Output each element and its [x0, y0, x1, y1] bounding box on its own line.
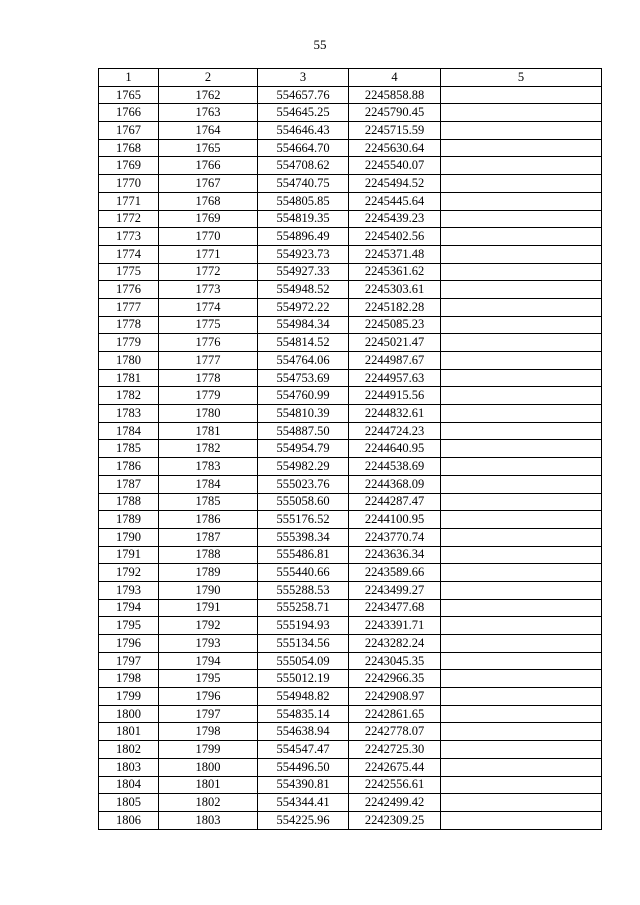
table-cell — [441, 228, 602, 246]
table-row — [99, 281, 602, 299]
table-cell: 554496.50 — [258, 758, 349, 776]
table-row — [99, 387, 602, 405]
table-cell — [441, 387, 602, 405]
table-cell — [441, 139, 602, 157]
table-cell: 1773 — [159, 281, 258, 299]
table-cell: 1779 — [159, 387, 258, 405]
table-row — [99, 511, 602, 529]
table-cell — [441, 776, 602, 794]
table-cell: 1802 — [99, 741, 159, 759]
table-cell: 1779 — [99, 334, 159, 352]
table-cell: 555058.60 — [258, 493, 349, 511]
table-cell: 1775 — [99, 263, 159, 281]
table-cell: 2245858.88 — [349, 86, 441, 104]
table-cell: 1768 — [159, 192, 258, 210]
table-row — [99, 228, 602, 246]
table-cell: 1791 — [159, 599, 258, 617]
table-cell: 2245715.59 — [349, 122, 441, 140]
table-cell: 1780 — [159, 405, 258, 423]
table-cell: 2244987.67 — [349, 352, 441, 370]
column-header: 3 — [258, 69, 349, 87]
table-cell: 1798 — [99, 670, 159, 688]
table-cell: 2244538.69 — [349, 458, 441, 476]
table-cell: 2245371.48 — [349, 245, 441, 263]
table-cell: 2245361.62 — [349, 263, 441, 281]
table-cell: 554982.29 — [258, 458, 349, 476]
table-row — [99, 263, 602, 281]
table-cell — [441, 352, 602, 370]
table-cell: 1803 — [99, 758, 159, 776]
table-cell: 554708.62 — [258, 157, 349, 175]
table-cell: 554664.70 — [258, 139, 349, 157]
table-cell — [441, 705, 602, 723]
table-cell: 1767 — [99, 122, 159, 140]
table-cell — [441, 458, 602, 476]
table-cell — [441, 369, 602, 387]
table-cell: 2243045.35 — [349, 652, 441, 670]
table-cell: 2242908.97 — [349, 688, 441, 706]
column-header: 1 — [99, 69, 159, 87]
table-cell: 554927.33 — [258, 263, 349, 281]
table-cell: 555440.66 — [258, 564, 349, 582]
table-cell — [441, 86, 602, 104]
table-row — [99, 811, 602, 829]
table-cell: 2244957.63 — [349, 369, 441, 387]
table-row — [99, 564, 602, 582]
table-cell: 2242778.07 — [349, 723, 441, 741]
table-cell: 554753.69 — [258, 369, 349, 387]
table-cell: 1778 — [99, 316, 159, 334]
table-cell: 554390.81 — [258, 776, 349, 794]
table-cell — [441, 511, 602, 529]
table-cell — [441, 405, 602, 423]
table-cell: 1792 — [159, 617, 258, 635]
table-cell: 1799 — [159, 741, 258, 759]
table-cell: 1777 — [99, 298, 159, 316]
table-cell: 1795 — [159, 670, 258, 688]
table-cell: 554740.75 — [258, 175, 349, 193]
table-cell: 2245494.52 — [349, 175, 441, 193]
table-cell: 2242675.44 — [349, 758, 441, 776]
table-cell: 555176.52 — [258, 511, 349, 529]
table-cell: 1805 — [99, 794, 159, 812]
table-cell: 1767 — [159, 175, 258, 193]
table-cell: 2242309.25 — [349, 811, 441, 829]
table-row — [99, 528, 602, 546]
table-cell: 1797 — [159, 705, 258, 723]
table-row — [99, 493, 602, 511]
table-row — [99, 104, 602, 122]
table-row — [99, 776, 602, 794]
table-cell: 1789 — [159, 564, 258, 582]
table-cell: 1769 — [159, 210, 258, 228]
table-cell: 2243391.71 — [349, 617, 441, 635]
table-body — [99, 86, 602, 829]
table-cell: 1803 — [159, 811, 258, 829]
table-row — [99, 422, 602, 440]
table-cell — [441, 635, 602, 653]
table-cell: 2244832.61 — [349, 405, 441, 423]
table-cell — [441, 670, 602, 688]
table-cell: 554887.50 — [258, 422, 349, 440]
table-cell: 554896.49 — [258, 228, 349, 246]
table-cell: 1798 — [159, 723, 258, 741]
table-cell: 555398.34 — [258, 528, 349, 546]
table-cell: 1796 — [99, 635, 159, 653]
table-cell: 1797 — [99, 652, 159, 670]
table-cell: 554646.43 — [258, 122, 349, 140]
table-cell: 554810.39 — [258, 405, 349, 423]
table-cell — [441, 263, 602, 281]
table-row — [99, 334, 602, 352]
table-cell: 2244368.09 — [349, 475, 441, 493]
table-cell: 555134.56 — [258, 635, 349, 653]
table-cell: 1770 — [159, 228, 258, 246]
table-row — [99, 688, 602, 706]
table-cell: 554984.34 — [258, 316, 349, 334]
table-row — [99, 352, 602, 370]
table-row — [99, 440, 602, 458]
table-cell: 1785 — [99, 440, 159, 458]
table-cell: 2244287.47 — [349, 493, 441, 511]
table-cell: 1793 — [99, 581, 159, 599]
table-cell: 1769 — [99, 157, 159, 175]
table-cell — [441, 316, 602, 334]
table-cell: 2242499.42 — [349, 794, 441, 812]
table-cell — [441, 617, 602, 635]
table-cell: 554225.96 — [258, 811, 349, 829]
table-cell: 554805.85 — [258, 192, 349, 210]
table-cell: 2245182.28 — [349, 298, 441, 316]
table-cell — [441, 298, 602, 316]
table-row — [99, 599, 602, 617]
table-cell: 1790 — [159, 581, 258, 599]
table-cell: 2242966.35 — [349, 670, 441, 688]
table-row — [99, 298, 602, 316]
table-cell: 1783 — [159, 458, 258, 476]
table-cell: 1772 — [99, 210, 159, 228]
table-cell — [441, 104, 602, 122]
table-cell — [441, 652, 602, 670]
table-cell: 1763 — [159, 104, 258, 122]
table-cell: 2244100.95 — [349, 511, 441, 529]
table-row — [99, 175, 602, 193]
table-row — [99, 652, 602, 670]
table-cell — [441, 493, 602, 511]
table-cell: 554835.14 — [258, 705, 349, 723]
table-cell: 2243477.68 — [349, 599, 441, 617]
table-row — [99, 546, 602, 564]
table-cell: 1781 — [159, 422, 258, 440]
table-cell: 555023.76 — [258, 475, 349, 493]
table-cell: 1800 — [159, 758, 258, 776]
table-cell: 554645.25 — [258, 104, 349, 122]
table-cell: 1786 — [99, 458, 159, 476]
table-header — [99, 69, 602, 87]
table-cell: 2244724.23 — [349, 422, 441, 440]
table-cell: 555012.19 — [258, 670, 349, 688]
table-cell: 554948.52 — [258, 281, 349, 299]
table-cell: 1783 — [99, 405, 159, 423]
table-cell — [441, 599, 602, 617]
table-cell: 1781 — [99, 369, 159, 387]
table-row — [99, 758, 602, 776]
table-cell — [441, 564, 602, 582]
table-cell: 2244640.95 — [349, 440, 441, 458]
table-row — [99, 475, 602, 493]
table-cell: 2243589.66 — [349, 564, 441, 582]
table-row — [99, 316, 602, 334]
table-cell: 1787 — [99, 475, 159, 493]
table-cell: 1784 — [159, 475, 258, 493]
table-cell: 1782 — [159, 440, 258, 458]
table-row — [99, 794, 602, 812]
table-cell — [441, 245, 602, 263]
table-cell: 1800 — [99, 705, 159, 723]
table-cell: 554923.73 — [258, 245, 349, 263]
table-cell — [441, 281, 602, 299]
column-header: 2 — [159, 69, 258, 87]
table-cell: 1766 — [99, 104, 159, 122]
table-row — [99, 86, 602, 104]
table-cell: 554972.22 — [258, 298, 349, 316]
table-cell: 2243499.27 — [349, 581, 441, 599]
table-cell — [441, 192, 602, 210]
table-cell: 554819.35 — [258, 210, 349, 228]
table-cell: 1772 — [159, 263, 258, 281]
table-cell: 1768 — [99, 139, 159, 157]
table-cell: 1793 — [159, 635, 258, 653]
table-cell — [441, 546, 602, 564]
table-cell: 1784 — [99, 422, 159, 440]
table-cell — [441, 794, 602, 812]
table-cell: 555194.93 — [258, 617, 349, 635]
table-cell: 1789 — [99, 511, 159, 529]
table-cell — [441, 528, 602, 546]
table-cell: 554657.76 — [258, 86, 349, 104]
table-cell — [441, 688, 602, 706]
table-row — [99, 723, 602, 741]
table-cell: 1792 — [99, 564, 159, 582]
table-cell: 1801 — [159, 776, 258, 794]
table-cell: 1774 — [159, 298, 258, 316]
table-row — [99, 157, 602, 175]
table-cell: 1804 — [99, 776, 159, 794]
table-cell — [441, 581, 602, 599]
table-cell: 2245021.47 — [349, 334, 441, 352]
table-row — [99, 405, 602, 423]
table-cell — [441, 334, 602, 352]
table-cell: 1764 — [159, 122, 258, 140]
table-cell: 1791 — [99, 546, 159, 564]
table-cell: 555258.71 — [258, 599, 349, 617]
table-cell: 1776 — [99, 281, 159, 299]
table-cell: 1788 — [159, 546, 258, 564]
table-cell — [441, 210, 602, 228]
table-row — [99, 635, 602, 653]
table-cell: 555486.81 — [258, 546, 349, 564]
table-cell: 1766 — [159, 157, 258, 175]
table-cell: 2245439.23 — [349, 210, 441, 228]
table-row — [99, 245, 602, 263]
table-cell: 554638.94 — [258, 723, 349, 741]
table-cell: 1771 — [99, 192, 159, 210]
table-cell: 1782 — [99, 387, 159, 405]
page-number: 55 — [313, 37, 327, 52]
table-cell: 2242725.30 — [349, 741, 441, 759]
table-cell: 555054.09 — [258, 652, 349, 670]
table-cell: 1785 — [159, 493, 258, 511]
table-row — [99, 122, 602, 140]
table-cell: 554344.41 — [258, 794, 349, 812]
header-row — [99, 69, 602, 87]
table-cell: 1775 — [159, 316, 258, 334]
table-cell — [441, 122, 602, 140]
table-cell — [441, 422, 602, 440]
column-header: 5 — [441, 69, 602, 87]
table-cell: 555288.53 — [258, 581, 349, 599]
table-cell: 554814.52 — [258, 334, 349, 352]
table-cell: 2245303.61 — [349, 281, 441, 299]
table-cell: 1806 — [99, 811, 159, 829]
table-cell — [441, 157, 602, 175]
table-cell: 554954.79 — [258, 440, 349, 458]
table-cell: 2244915.56 — [349, 387, 441, 405]
table-row — [99, 581, 602, 599]
table-cell — [441, 758, 602, 776]
table-row — [99, 705, 602, 723]
table-cell: 1787 — [159, 528, 258, 546]
table-row — [99, 670, 602, 688]
table-cell — [441, 811, 602, 829]
table-row — [99, 192, 602, 210]
table-cell: 554948.82 — [258, 688, 349, 706]
table-cell: 1765 — [99, 86, 159, 104]
table-cell: 2245445.64 — [349, 192, 441, 210]
table-cell — [441, 723, 602, 741]
table-cell: 1777 — [159, 352, 258, 370]
table-cell: 2243282.24 — [349, 635, 441, 653]
table-cell: 2242556.61 — [349, 776, 441, 794]
table-cell: 1773 — [99, 228, 159, 246]
table-cell: 1788 — [99, 493, 159, 511]
table-row — [99, 617, 602, 635]
table-cell: 1774 — [99, 245, 159, 263]
table-cell: 1802 — [159, 794, 258, 812]
table-cell: 2242861.65 — [349, 705, 441, 723]
table-cell: 1776 — [159, 334, 258, 352]
table-cell: 2245790.45 — [349, 104, 441, 122]
table-cell: 1786 — [159, 511, 258, 529]
table-cell: 554547.47 — [258, 741, 349, 759]
table-cell — [441, 741, 602, 759]
table-cell: 554760.99 — [258, 387, 349, 405]
table-cell: 1794 — [99, 599, 159, 617]
table-cell: 1780 — [99, 352, 159, 370]
table-cell: 1771 — [159, 245, 258, 263]
coordinates-table — [98, 68, 602, 830]
table-cell: 1795 — [99, 617, 159, 635]
column-header: 4 — [349, 69, 441, 87]
table-cell: 1790 — [99, 528, 159, 546]
table-cell: 2245085.23 — [349, 316, 441, 334]
table-row — [99, 741, 602, 759]
table-cell — [441, 175, 602, 193]
table-cell: 1799 — [99, 688, 159, 706]
table-cell — [441, 475, 602, 493]
table-row — [99, 458, 602, 476]
table-cell: 1801 — [99, 723, 159, 741]
table-cell: 1762 — [159, 86, 258, 104]
table-cell: 1794 — [159, 652, 258, 670]
table-cell: 2245540.07 — [349, 157, 441, 175]
table-cell: 554764.06 — [258, 352, 349, 370]
table-cell: 1770 — [99, 175, 159, 193]
table-cell: 2243770.74 — [349, 528, 441, 546]
table-cell: 2245402.56 — [349, 228, 441, 246]
table-cell: 1765 — [159, 139, 258, 157]
table-cell: 2245630.64 — [349, 139, 441, 157]
table-cell: 1778 — [159, 369, 258, 387]
table-cell — [441, 440, 602, 458]
table-cell: 1796 — [159, 688, 258, 706]
table-row — [99, 369, 602, 387]
table-row — [99, 210, 602, 228]
table-row — [99, 139, 602, 157]
table-cell: 2243636.34 — [349, 546, 441, 564]
